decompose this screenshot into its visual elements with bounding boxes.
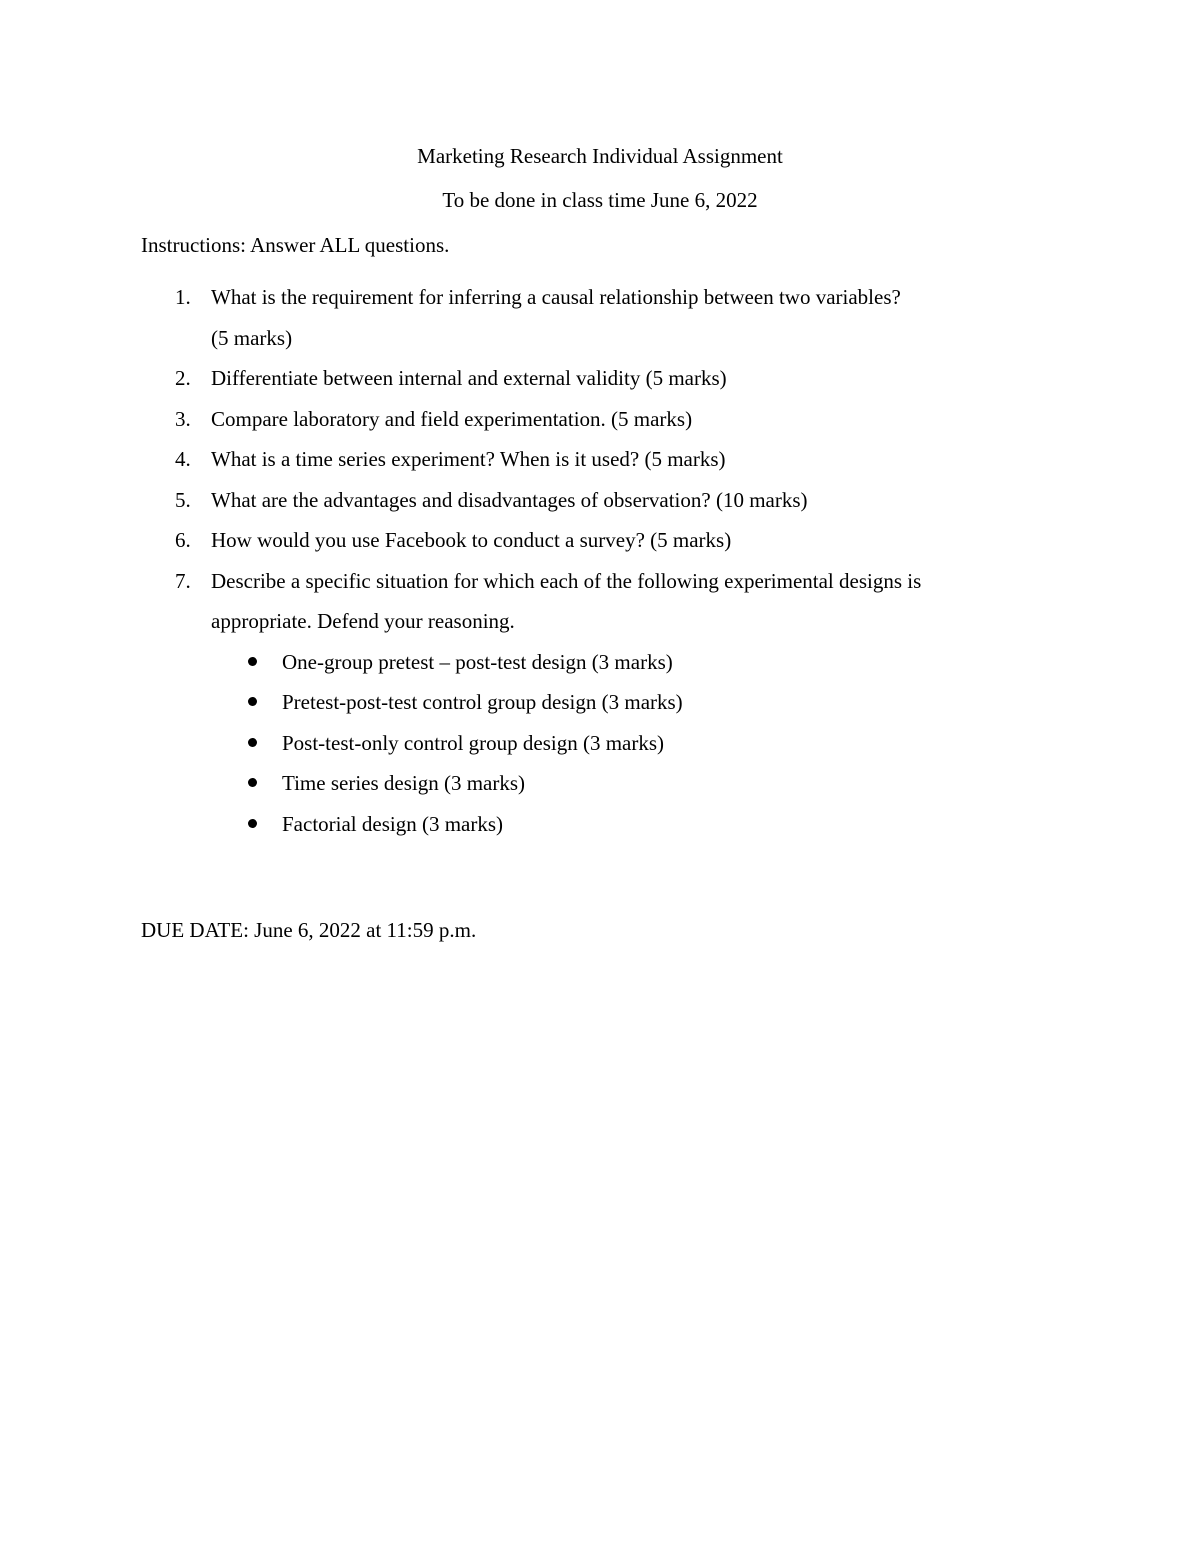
bullet-text: Time series design (3 marks)	[282, 771, 526, 795]
question-5	[141, 480, 1041, 521]
question-list	[141, 277, 1041, 844]
question-text-line: (5 marks)	[211, 325, 293, 350]
question-text-line: What are the advantages and disadvantages of observation? (10 marks)	[211, 487, 808, 512]
question-text-line: What is a time series experiment? When is it used? (5 marks)	[211, 447, 726, 471]
instructions-text: Instructions: Answer ALL questions.	[141, 233, 450, 257]
question-text-line: appropriate. Defend your reasoning.	[211, 609, 515, 633]
bullet-icon	[248, 697, 257, 706]
bullet-item	[141, 682, 1041, 723]
bullet-text: Factorial design (3 marks)	[282, 811, 504, 836]
bullet-text: One-group pretest – post-test design (3 marks)	[282, 649, 673, 674]
bullet-item	[141, 723, 1041, 764]
question-3	[141, 399, 1041, 440]
bullet-icon	[248, 819, 257, 828]
question-6	[141, 520, 1041, 561]
bullet-item	[141, 642, 1041, 683]
question-number: 5.	[175, 487, 191, 512]
design-bullet-list	[141, 642, 1041, 845]
bullet-item	[141, 804, 1041, 845]
bullet-text: Pretest-post-test control group design (3 marks)	[282, 690, 683, 714]
question-number: 6.	[175, 528, 191, 552]
question-number: 4.	[175, 447, 191, 471]
question-number: 1.	[175, 285, 191, 309]
question-number: 2.	[175, 366, 191, 390]
bullet-icon	[248, 738, 257, 747]
bullet-item	[141, 763, 1041, 804]
bullet-icon	[248, 657, 257, 666]
bullet-text: Post-test-only control group design (3 marks)	[282, 730, 665, 755]
document-title: Marketing Research Individual Assignment	[417, 144, 783, 168]
question-4	[141, 439, 1041, 480]
due-date: DUE DATE: June 6, 2022 at 11:59 p.m.	[141, 918, 477, 942]
question-number: 7.	[175, 568, 191, 593]
question-text-line: How would you use Facebook to conduct a survey? (5 marks)	[211, 528, 732, 552]
bullet-icon	[248, 778, 257, 787]
question-2	[141, 358, 1041, 399]
question-text-line: What is the requirement for inferring a causal relationship between two variables?	[211, 285, 901, 309]
question-text-line: Describe a specific situation for which each of the following experimental designs is	[211, 568, 922, 593]
question-1	[141, 277, 1041, 358]
question-7	[141, 561, 1041, 642]
question-text-line: Compare laboratory and field experimentation. (5 marks)	[211, 406, 693, 431]
question-text-line: Differentiate between internal and external validity (5 marks)	[211, 366, 727, 390]
question-number: 3.	[175, 406, 191, 431]
document-subtitle: To be done in class time June 6, 2022	[442, 188, 758, 212]
